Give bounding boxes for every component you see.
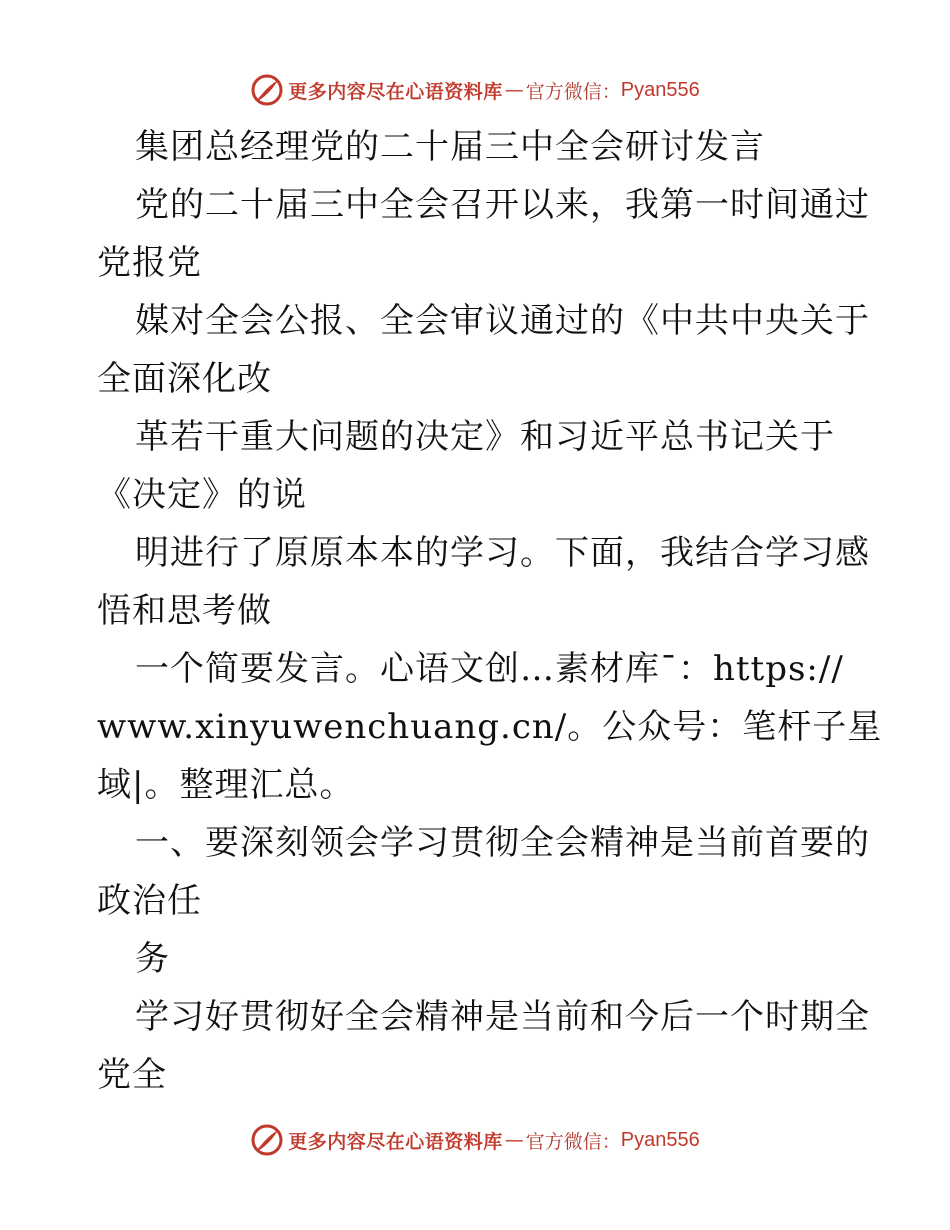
- paragraph-line: 党报党: [97, 243, 202, 283]
- paragraph-line: 学习好贯彻好全会精神是当前和今后一个时期全: [135, 997, 870, 1037]
- feather-pen-logo-icon: [250, 1123, 284, 1157]
- paragraph-line: 《决定》的说: [97, 475, 307, 515]
- paragraph-line: 党的二十届三中全会召开以来，我第一时间通过: [135, 185, 870, 225]
- wechat-id: Pyan556: [620, 1128, 700, 1151]
- document-body: [97, 118, 883, 1104]
- wechat-label: 官方微信：: [525, 1130, 621, 1153]
- paragraph-line: www.xinyuwenchuang.cn/。公众号：笔杆子星: [97, 707, 883, 747]
- document-title: 集团总经理党的二十届三中全会研讨发言: [135, 127, 765, 167]
- wechat-label: 官方微信：: [525, 80, 621, 103]
- paragraph-line: 悟和思考做: [97, 591, 272, 631]
- paragraph-line: 明进行了原原本本的学习。下面，我结合学习感: [135, 533, 870, 573]
- paragraph-line: 媒对全会公报、全会审议通过的《中共中央关于: [135, 301, 870, 341]
- promo-text: 更多内容尽在心语资料库: [288, 80, 503, 103]
- paragraph-line: 一个简要发言。心语文创…素材库¯：https://: [135, 649, 844, 689]
- paragraph-line: 全面深化改: [97, 359, 272, 399]
- header-banner: [0, 70, 950, 110]
- paragraph-line: 党全: [97, 1055, 167, 1095]
- feather-pen-logo-icon: [250, 73, 284, 107]
- footer-banner: [0, 1120, 950, 1160]
- promo-text: 更多内容尽在心语资料库: [288, 1130, 503, 1153]
- wechat-id: Pyan556: [620, 78, 700, 101]
- banner-separator: —: [504, 79, 524, 101]
- banner-separator: —: [504, 1129, 524, 1151]
- section-heading: 一、要深刻领会学习贯彻全会精神是当前首要的: [135, 823, 870, 863]
- section-heading: 政治任: [97, 881, 202, 921]
- section-heading: 务: [135, 939, 170, 979]
- paragraph-line: 域|。整理汇总。: [97, 765, 355, 805]
- paragraph-line: 革若干重大问题的决定》和习近平总书记关于: [135, 417, 835, 457]
